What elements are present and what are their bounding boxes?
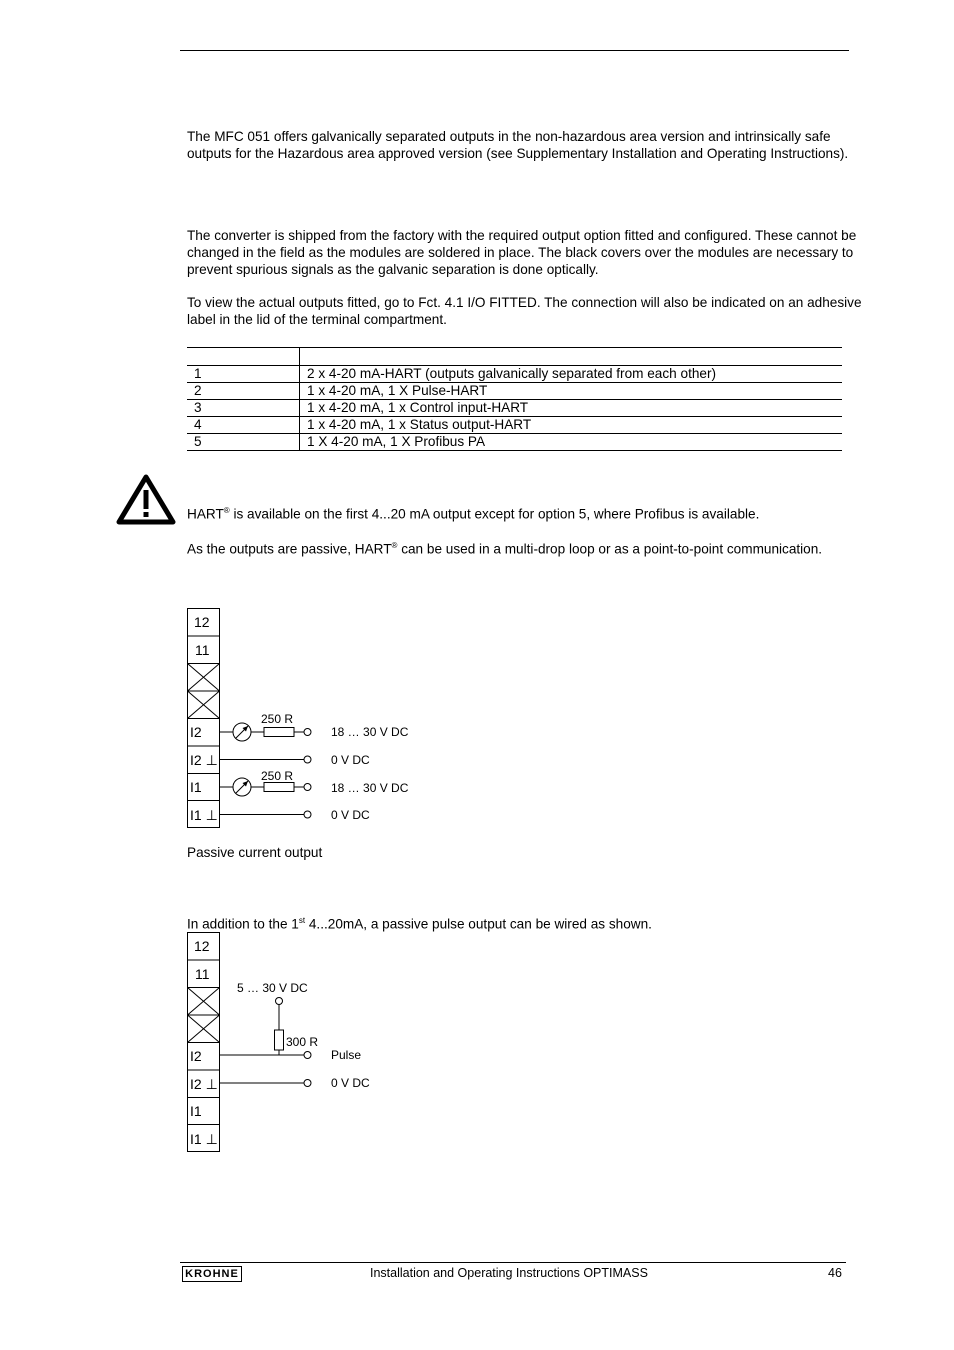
terminal-label: 11	[195, 966, 210, 982]
ground-label: 0 V DC	[331, 1076, 370, 1090]
intro-paragraph-2: The converter is shipped from the factory with the required output option fitted and configured. These cannot be changed in the field as the modules are soldered in place. The black covers over the modules are necessary to prevent spurious signals as the galvanic separation is done optically.	[187, 228, 857, 277]
table-row	[187, 417, 842, 434]
option-number: 1	[187, 366, 300, 383]
option-description: 1 x 4-20 mA, 1 x Control input-HART	[300, 400, 843, 417]
footer-rule	[180, 1262, 846, 1263]
terminal-label: I1 ⊥	[190, 807, 218, 823]
intro-paragraph-3: To view the actual outputs fitted, go to Fct. 4.1 I/O FITTED. The connection will also be indicated on an adhesive label in the lid of the terminal compartment.	[187, 295, 862, 327]
option-description: 1 X 4-20 mA, 1 X Profibus PA	[300, 434, 843, 451]
option-number: 4	[187, 417, 300, 434]
option-number: 5	[187, 434, 300, 451]
pulse-output-intro: In addition to the 1st 4...20mA, a passive pulse output can be wired as shown.	[187, 916, 652, 932]
option-number: 2	[187, 383, 300, 400]
krohne-logo: KROHNE	[182, 1266, 242, 1282]
table-row	[187, 366, 842, 383]
supply-voltage-label: 5 … 30 V DC	[237, 981, 308, 995]
terminal-label: 12	[194, 938, 210, 954]
resistor-label: 250 R	[261, 769, 294, 783]
passive-current-wiring-diagram	[180, 600, 340, 835]
terminal-label: 11	[195, 642, 210, 658]
hart-note-line-1: HART® is available on the first 4...20 mA output except for option 5, where Profibus is available.	[187, 506, 760, 522]
supply-voltage-label: 18 … 30 V DC	[331, 725, 409, 739]
option-description: 1 x 4-20 mA, 1 X Pulse-HART	[300, 383, 843, 400]
option-description: 1 x 4-20 mA, 1 x Status output-HART	[300, 417, 843, 434]
hart-note-line-2: As the outputs are passive, HART® can be used in a multi-drop loop or as a point-to-point communication.	[187, 541, 823, 557]
ground-label: 0 V DC	[331, 808, 370, 822]
diagram-caption: Passive current output	[187, 845, 323, 860]
terminal-label: I2	[190, 724, 202, 740]
header-rule	[180, 50, 849, 51]
table-row	[187, 400, 842, 417]
table-row	[187, 434, 842, 451]
supply-voltage-label: 18 … 30 V DC	[331, 781, 409, 795]
option-number: 3	[187, 400, 300, 417]
terminal-label: I1 ⊥	[190, 1131, 218, 1147]
warning-icon	[114, 472, 178, 528]
pulse-output-wiring-diagram	[180, 924, 340, 1159]
registered-mark: ®	[391, 541, 398, 550]
pulse-label: Pulse	[331, 1048, 362, 1062]
terminal-label: I1	[190, 779, 202, 795]
ground-label: 0 V DC	[331, 753, 370, 767]
table-header-row	[187, 348, 842, 366]
intro-paragraph-1: The MFC 051 offers galvanically separated outputs in the non-hazardous area version and intrinsically safe outputs for the Hazardous area approved version (see Supplementary Installation and Operating Instructions).	[187, 129, 849, 161]
resistor-label: 250 R	[261, 712, 294, 726]
terminal-label: I1	[190, 1103, 202, 1119]
footer-title: Installation and Operating Instructions OPTIMASS	[370, 1266, 648, 1280]
output-options-table	[187, 347, 842, 451]
terminal-label: I2	[190, 1048, 202, 1064]
resistor-label: 300 R	[286, 1035, 319, 1049]
option-description: 2 x 4-20 mA-HART (outputs galvanically separated from each other)	[300, 366, 843, 383]
terminal-label: I2 ⊥	[190, 1076, 218, 1092]
page-number: 46	[828, 1266, 842, 1280]
table-row	[187, 383, 842, 400]
terminal-label: I2 ⊥	[190, 752, 218, 768]
terminal-label: 12	[194, 614, 210, 630]
registered-mark: ®	[223, 506, 230, 515]
